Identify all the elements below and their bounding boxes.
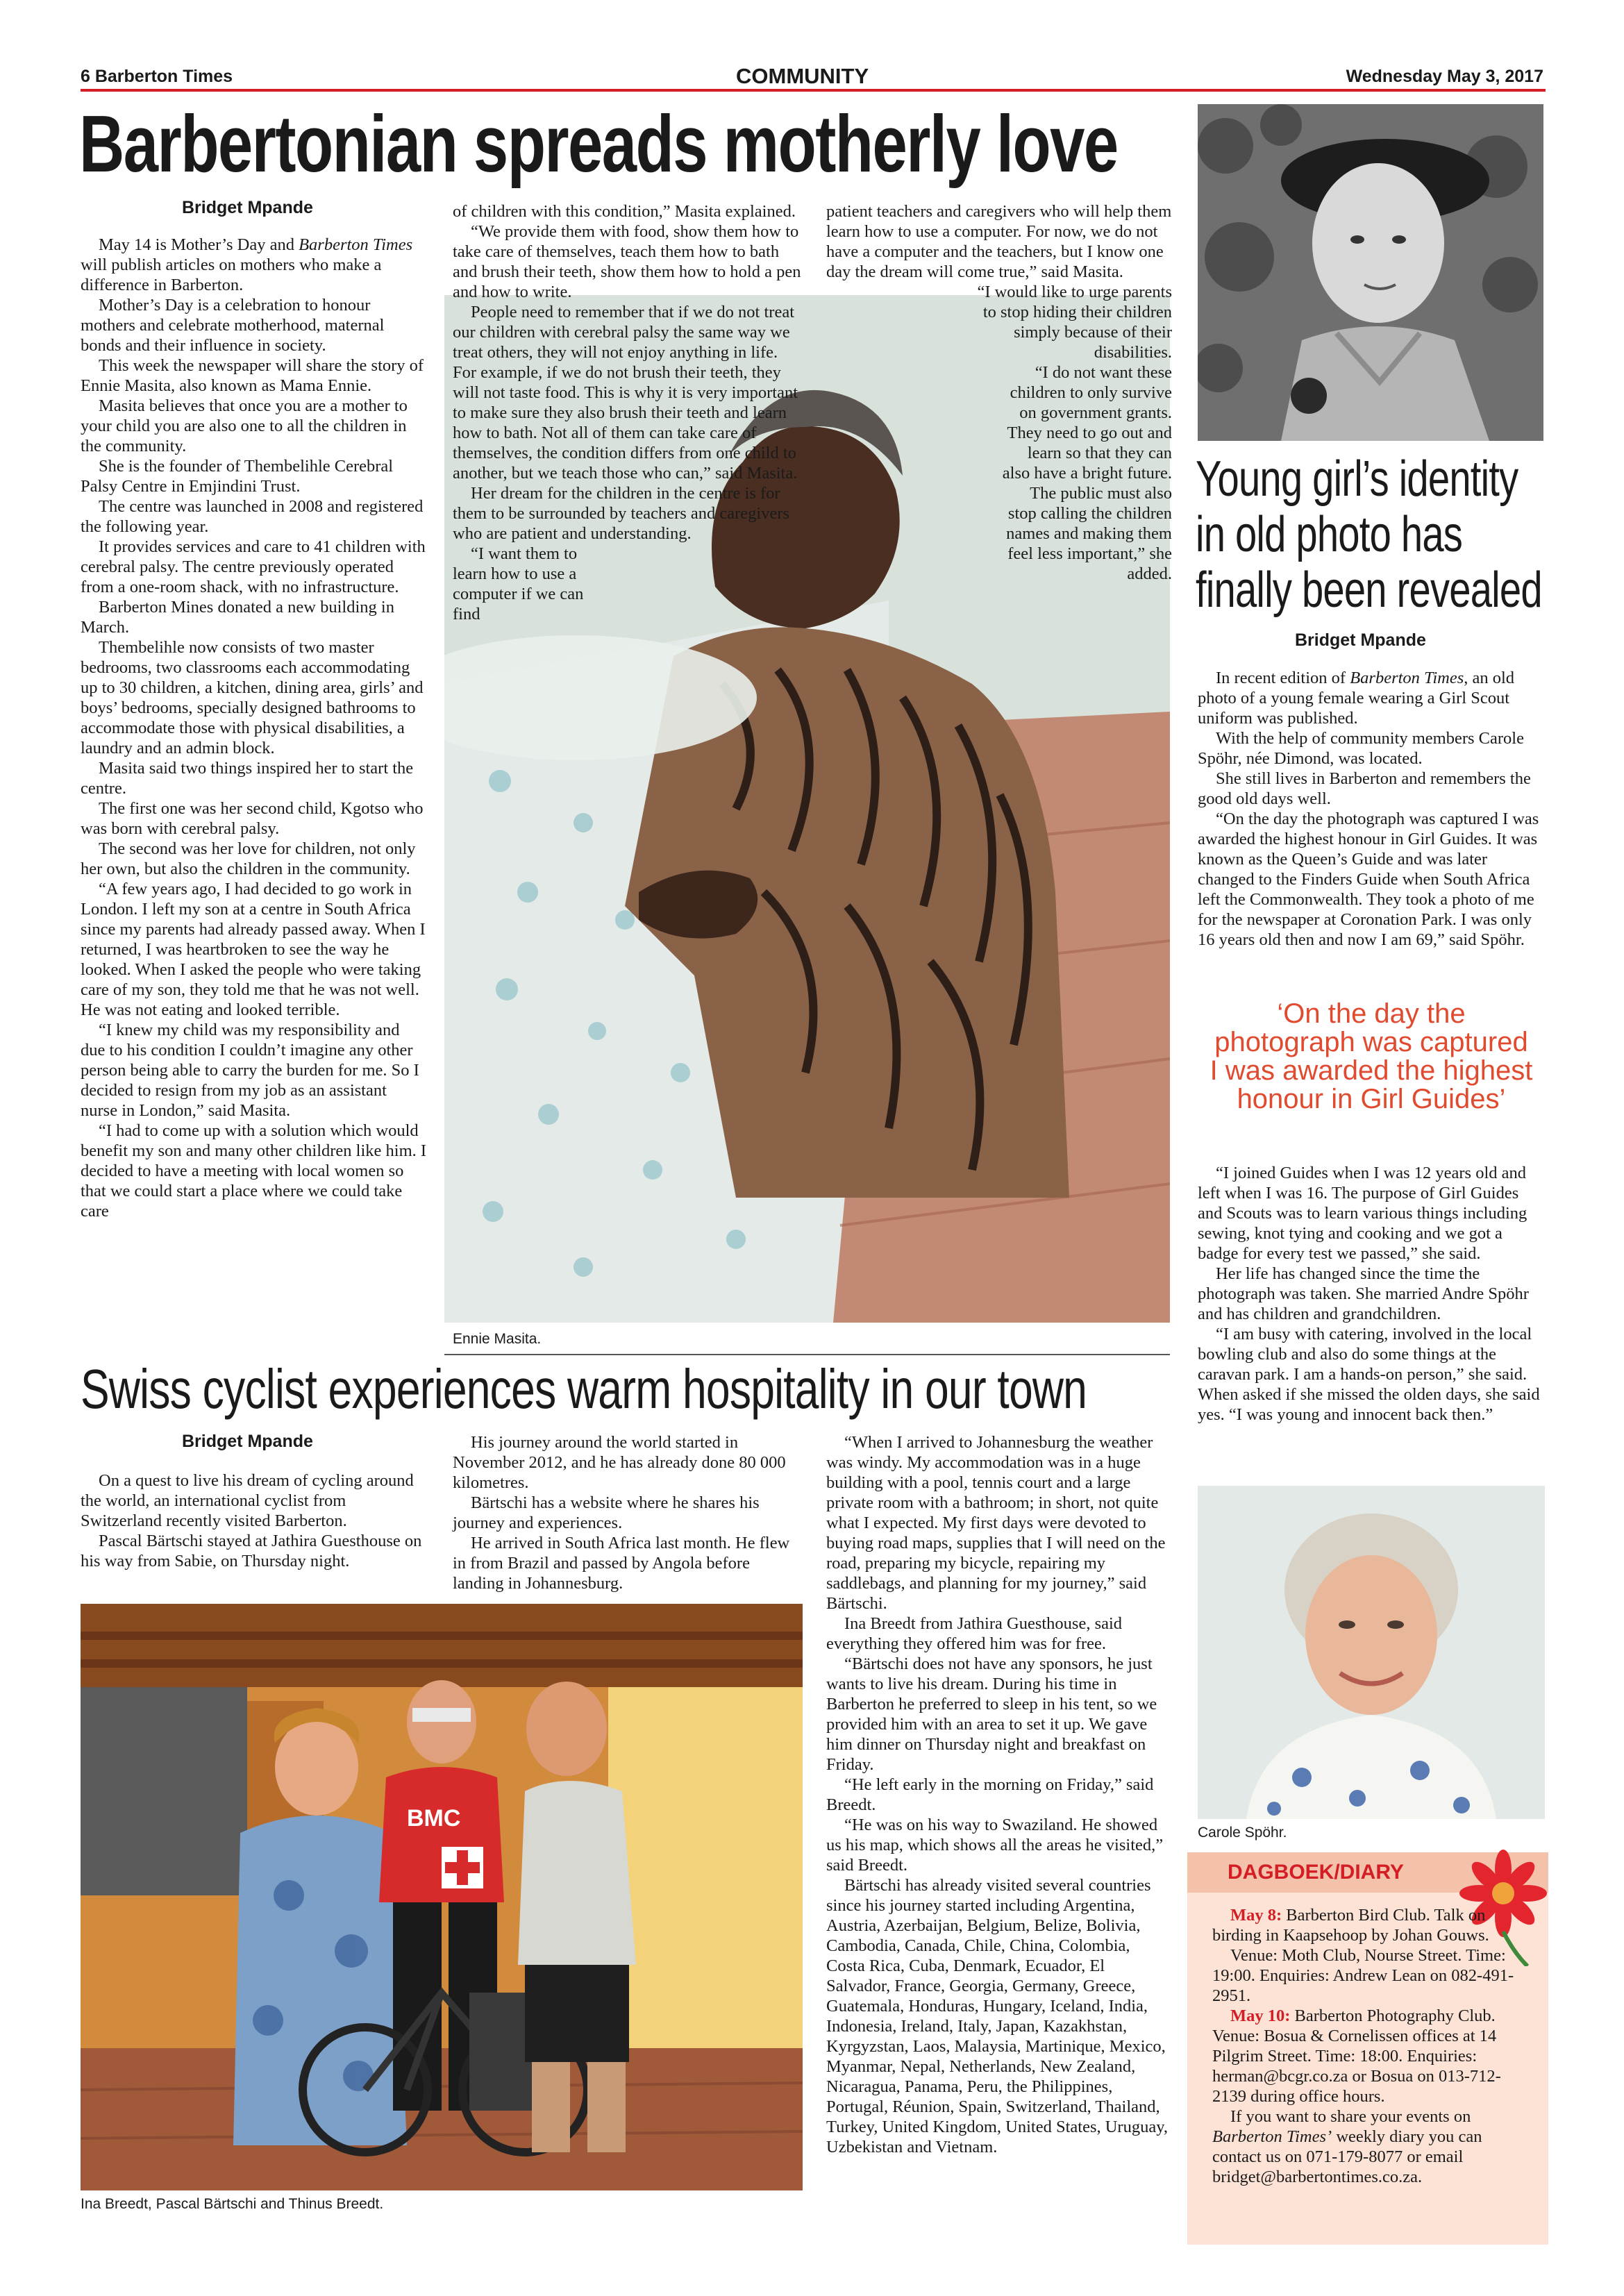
cyclist-headline: Swiss cyclist experiences warm hospitality in our town [81, 1358, 1087, 1420]
sidebar-headline-line: Young girl’s identity [1196, 451, 1518, 507]
diary-footer: If you want to share your events on Barberton Times’ weekly diary you can contact us on 071-179-8077 or email bridget@barbertontimes.co.za. [1212, 2107, 1482, 2186]
paragraph: “I knew my child was my responsibility and due to his condition I couldn’t imagine any other person being able to carry the burden for me. So I decided to resign from my job as an assistant nurse in London,” said Masita. [81, 1021, 419, 1120]
paragraph: Pascal Bärtschi stayed at Jathira Guesthouse on his way from Sabie, on Thursday night. [81, 1532, 422, 1570]
paragraph: Masita said two things inspired her to start the centre. [81, 759, 414, 798]
section-label: COMMUNITY [736, 64, 869, 88]
paragraph: People need to remember that if we do not treat our children with cerebral palsy the same way we treat others, they will not enjoy anything in life. For example, if we do not brush their teeth, they will not taste food. This is why it is very important to make sure they also brush their teeth and learn how to bath. Not all of them can take care of themselves, the condition differs from one child to another, but we teach those who can,” said Masita. [453, 303, 798, 483]
main-column-3 [826, 201, 1172, 584]
cyclist-column-1 [81, 1470, 428, 1571]
paragraph: The first one was her second child, Kgotso who was born with cerebral palsy. [81, 799, 424, 838]
paragraph: Bärtschi has a website where he shares his journey and experiences. [453, 1493, 760, 1532]
paragraph: With the help of community members Carole Spöhr, née Dimond, was located. [1198, 729, 1524, 768]
diary-box [1187, 1852, 1548, 2245]
main-byline: Bridget Mpande [182, 198, 313, 217]
paragraph: This week the newspaper will share the story of Ennie Masita, also known as Mama Ennie. [81, 356, 424, 395]
paragraph: “I had to come up with a solution which would benefit my son and many other children like him. I decided to have a meeting with local women so that we could start a place where we could take care [81, 1121, 427, 1221]
paragraph: The second was her love for children, not only her own, but also the children in the community. [81, 839, 416, 878]
cyclist-caption: Ina Breedt, Pascal Bärtschi and Thinus Breedt. [81, 2196, 384, 2212]
sidebar-headline-line: in old photo has [1196, 507, 1463, 562]
paragraph: His journey around the world started in November 2012, and he has already done 80 000 kilometres. [453, 1433, 786, 1492]
paragraph: “A few years ago, I had decided to go work in London. I left my son at a centre in South Africa since my parents had already passed away. When I returned, I was heartbroken to see the way he looked. When I asked the people who were taking care of my son, they told me that he was not well. He was not eating and looked terrible. [81, 880, 426, 1019]
page-label: 6 Barberton Times [81, 67, 233, 86]
sidebar-column-b [1198, 1163, 1545, 1425]
cyclist-column-3 [826, 1432, 1172, 2157]
paragraph: “I am busy with catering, involved in the local bowling club and also do some things at the caravan park. I am a hands-on person,” she said. When asked if she missed the olden days, she said yes. “I was young and innocent back then.” [1198, 1325, 1540, 1424]
paragraph: of children with this condition,” Masita explained. [453, 202, 796, 221]
diary-entry-date: May 10: [1230, 2006, 1291, 2025]
paragraph: patient teachers and caregivers who will help them learn how to use a computer. For now, we do not have a computer and the teachers, but I know one day the dream will come true,” said Masita. [826, 202, 1172, 281]
cyclist-byline: Bridget Mpande [182, 1432, 313, 1451]
paragraph: “I want them to learn how to use a computer if we can find [453, 544, 584, 623]
pull-quote: ‘On the day the photograph was captured I was awarded the highest honour in Girl Guides’ [1209, 998, 1533, 1114]
main-column-1 [81, 235, 428, 1221]
paragraph: In recent edition of Barberton Times, an old photo of a young female wearing a Girl Scout uniform was published. [1198, 669, 1515, 728]
header-rule [81, 89, 1546, 92]
masita-caption: Ennie Masita. [453, 1331, 542, 1347]
carole-spohr-photo [1198, 1486, 1545, 1819]
paper-name: Barberton Times’ [1212, 2127, 1332, 2146]
sidebar-headline [1196, 451, 1542, 618]
diary-entry-text: Barberton Photography Club. Venue: Bosua & Cornelissen offices at 14 Pilgrim Street. Time: 18:00. Enquiries: herman@bcgr.co.za or Bosua on 013-712-2139 during office hours. [1212, 2006, 1501, 2106]
paragraph: “We provide them with food, show them how to take care of themselves, teach them how to bath and brush their teeth, show them how to hold a pen and how to write. [453, 222, 801, 301]
issue-date: Wednesday May 3, 2017 [1346, 67, 1543, 86]
sidebar-column-a [1198, 668, 1545, 950]
diary-entry-date: May 8: [1230, 1906, 1282, 1925]
cyclist-photo [81, 1604, 803, 2190]
paragraph: Bärtschi has already visited several countries since his journey started including Argentina, Austria, Azerbaijan, Belgium, Belize, Bolivia, Cambodia, Canada, Chile, China, Colombia, Costa Rica, Cuba, Denmark, Ecuador, El Salvador, France, Georgia, Germany, Greece, Guatemala, Honduras, Hungary, Iceland, India, Indonesia, Ireland, Italy, Japan, Kazakhstan, Kyrgyzstan, Laos, Malaysia, Martinique, Mexico, Myanmar, Nepal, Netherlands, New Zealand, Nicaragua, Panama, Peru, the Philippines, Portugal, Réunion, Spain, Switzerland, Thailand, Turkey, United Kingdom, United States, Uruguay, Uzbekistan and Vietnam. [826, 1876, 1168, 2156]
paragraph: Her life has changed since the time the photograph was taken. She married Andre Spöhr and has children and grandchildren. [1198, 1264, 1529, 1323]
sidebar-headline-line: finally been revealed [1196, 562, 1542, 618]
old-scout-photo [1198, 104, 1543, 441]
paragraph: On a quest to live his dream of cycling around the world, an international cyclist from Switzerland recently visited Barberton. [81, 1471, 414, 1530]
paragraph: The centre was launched in 2008 and registered the following year. [81, 497, 424, 536]
paragraph: “He was on his way to Swaziland. He showed us his map, which shows all the areas he visited,” said Breedt. [826, 1816, 1164, 1875]
paragraph: Mother’s Day is a celebration to honour mothers and celebrate motherhood, maternal bonds and their influence in society. [81, 296, 385, 355]
diary-entry: Venue: Moth Club, Nourse Street. Time: 19:00. Enquiries: Andrew Lean on 082-491-2951. [1212, 1946, 1514, 2005]
diary-title: DAGBOEK/DIARY [1228, 1861, 1404, 1884]
paragraph: “When I arrived to Johannesburg the weather was windy. My accommodation was in a huge building with a pool, tennis court and a large private room with a bathroom; in short, not quite what I expected. My first days were devoted to buying road maps, supplies that I will need on the road, preparing my bicycle, repairing my saddlebags, and planning for my journey,” said Bärtschi. [826, 1433, 1166, 1613]
scout-illustration [1198, 104, 1543, 441]
paper-name: Barberton Times [1350, 669, 1464, 687]
carole-caption: Carole Spöhr. [1198, 1825, 1287, 1841]
paragraph: May 14 is Mother’s Day and Barberton Times will publish articles on mothers who make a difference in Barberton. [81, 235, 413, 294]
paragraph: He arrived in South Africa last month. He flew in from Brazil and passed by Angola before landing in Johannesburg. [453, 1534, 790, 1593]
cyclist-column-2 [453, 1432, 803, 1593]
paragraph: Barberton Mines donated a new building in March. [81, 598, 394, 637]
diary-entries [1212, 1905, 1525, 2187]
cyclist-illustration [81, 1604, 803, 2190]
paragraph: She is the founder of Thembelihle Cerebral Palsy Centre in Emjindini Trust. [81, 457, 394, 496]
paragraph: Her dream for the children in the centre is for them to be surrounded by teachers and caregivers who are patient and understanding. [453, 484, 790, 543]
paragraph: “I would like to urge parents to stop hiding their children simply because of their disabilities. [977, 283, 1172, 362]
main-column-2 [453, 201, 803, 624]
paragraph: “I do not want these children to only survive on government grants. They need to go out and learn so that they can also have a bright future. The public must also stop calling the children names and making them feel less important,” she added. [1002, 363, 1172, 583]
paragraph: “On the day the photograph was captured I was awarded the highest honour in Girl Guides. It was known as the Queen’s Guide and was later changed to the Finders Guide when South Africa left the Commonwealth. They took a photo of me for the newspaper at Coronation Park. I was only 16 years old then and now I am 69,” said Spöhr. [1198, 810, 1539, 949]
paragraph: “He left early in the morning on Friday,” said Breedt. [826, 1775, 1154, 1814]
paper-name: Barberton Times [299, 235, 413, 254]
diary-entry [1212, 1905, 1525, 1945]
paragraph: Ina Breedt from Jathira Guesthouse, said everything they offered him was for free. [826, 1614, 1123, 1653]
diary-entry-text: Barberton Bird Club. Talk on birding in Kaapsehoop by Johan Gouws. [1212, 1906, 1489, 1945]
divider [444, 1354, 1170, 1355]
main-headline: Barbertonian spreads motherly love [79, 99, 1118, 189]
paragraph: She still lives in Barberton and remembers the good old days well. [1198, 769, 1531, 808]
sidebar-byline: Bridget Mpande [1295, 630, 1426, 650]
paragraph: “Bärtschi does not have any sponsors, he just wants to live his dream. During his time in Barberton he preferred to sleep in his tent, so we provided him with an area to set it up. We gave him dinner on Thursday night and breakfast on Friday. [826, 1654, 1157, 1774]
paragraph: Thembelihle now consists of two master bedrooms, two classrooms each accommodating up to 30 children, a kitchen, dining area, girls’ and boys’ bedrooms, specially designed bathrooms to accommodate those with physical disabilities, a laundry and an admin block. [81, 638, 424, 757]
paragraph: “I joined Guides when I was 12 years old and left when I was 16. The purpose of Girl Guides and Scouts was to learn various things including sewing, knot tying and cooking and we got a badge for every test we passed,” she said. [1198, 1164, 1527, 1263]
carole-illustration [1198, 1486, 1545, 1819]
paragraph: Masita believes that once you are a mother to your child you are also one to all the children in the community. [81, 396, 408, 455]
jersey-text: BMC [407, 1805, 461, 1832]
diary-entry [1212, 2006, 1525, 2106]
paragraph: It provides services and care to 41 children with cerebral palsy. The centre previously operated from a one-room shack, with no infrastructure. [81, 537, 426, 596]
